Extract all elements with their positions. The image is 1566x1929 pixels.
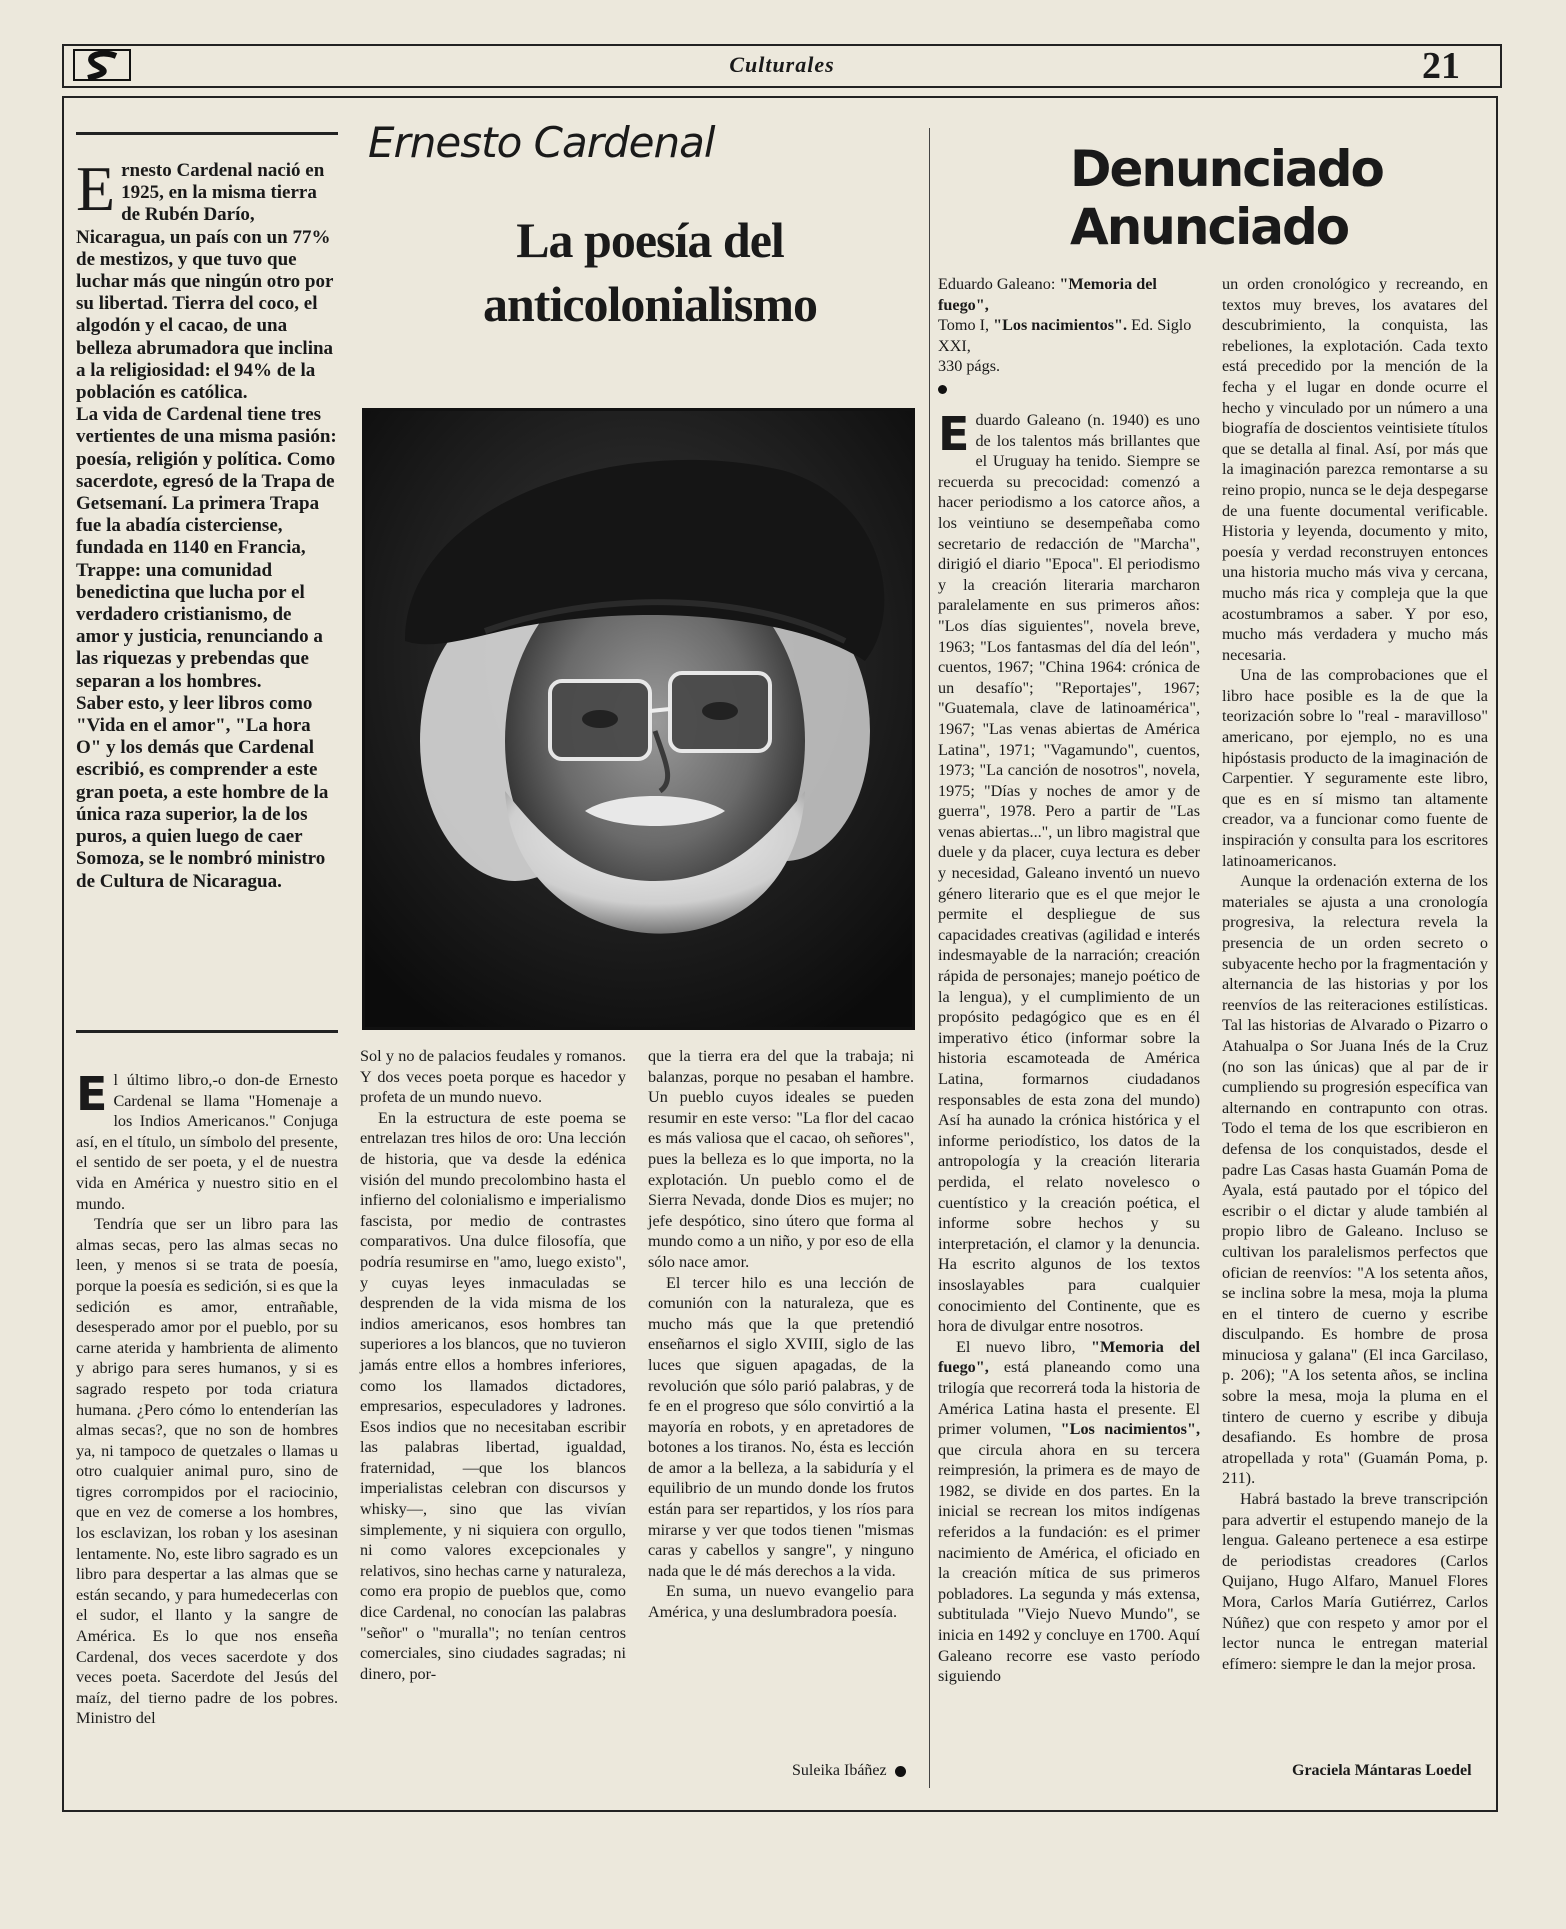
article2-dropcap: E: [938, 407, 970, 461]
article1-dropcap: E: [76, 1067, 108, 1121]
section-title: Culturales: [729, 52, 835, 77]
article1-col3-p2: El tercer hilo es una lección de comunión con la naturaleza, que es mucho más que la que pretendió enseñarnos el siglo XVIII, siglo de las luces que siguen apagadas, de la revolución que sólo parió palabras, y de fe en el progreso que sólo convirtió a la mayoría en robots, y en apretadores de botones a los tiranos. No, ésta es lección de amor a la belleza, a la sabiduría y el equilibrio de un mundo donde los frutos están para ser repartidos, y los ríos para mirarse y ver que todos tienen "mismas caras y cabellos y sangre", y ninguno nada que le dé más derechos a la vida.: [648, 1273, 914, 1580]
article2-col1-p2-b: "Memoria del fuego",: [938, 1337, 1200, 1377]
article1-col3-p3: En suma, un nuevo evangelio para América, y una deslumbradora poesía.: [648, 1582, 914, 1622]
book-volume: Tomo I,: [938, 316, 994, 335]
sidebar-bio: [76, 153, 338, 893]
article2-headline: [1070, 140, 1390, 256]
article1-column-3: [648, 1046, 914, 1623]
sidebar-dropcap: E: [76, 153, 116, 224]
sidebar-bottom-rule: [76, 1030, 338, 1033]
sidebar-paragraph-1: rnesto Cardenal nació en 1925, en la misma tierra de Rubén Darío, Nicaragua, un país con un 77% de mestizos, y que tuvo que luchar más que ningún otro por su libertad. Tierra del coco, el algodón y el cacao, de una belleza abrumadora que inclina a la religiosidad: el 94% de la población es católica.: [76, 160, 334, 404]
article1-headline-line1: La poesía del: [516, 212, 784, 268]
page-number: 21: [1422, 45, 1460, 87]
article2-col1-p2-e: que circula ahora en su tercera reimpresión, la primera es de mayo de 1982, se divide en dos partes. En la inicial se recrean los mitos indígenas referidos a la fundación: es el primer nacimiento de América, el oficiado en la creación mítica de sus primeros pobladores. La segunda y más extensa, subtitulada "Viejo Nuevo Mundo", se inicia en 1492 y concluye en 1700. Aquí Galeano recorre ese vasto período siguiendo: [938, 1440, 1200, 1686]
article2-headline-line2: Anunciado: [1070, 198, 1349, 256]
article1-col1-p1: l último libro,-o don-de Ernesto Cardenal se llama "Homenaje a los Indios Americanos." Conjuga así, en el título, un símbolo del presente, el sentido de ser poeta, y el de nuestra vida en América y nuestro sitio en el mundo.: [76, 1071, 338, 1213]
portrait-image: [365, 411, 912, 1027]
signature-bullet-icon: [895, 1766, 906, 1777]
article1-headline: [440, 208, 860, 336]
article2-col1-p2-d: "Los nacimientos",: [1060, 1420, 1200, 1439]
article2-signature: Graciela Mántaras Loedel: [1292, 1762, 1472, 1779]
article1-signature: [792, 1762, 906, 1780]
book-title: "Memoria del fuego",: [938, 275, 1157, 314]
sidebar-top-rule: [76, 132, 338, 135]
col-divider-1: [929, 128, 930, 1788]
article1-column-1: [76, 1067, 338, 1729]
article1-col3-p1: que la tierra era del que la trabaja; ni balanzas, porque no pesaban el hambre. Un pueblo cuyos ideales se pueden resumir en este verso: "La flor del cacao es más valiosa que el cacao, oh señores", pues la belleza es lo que importa, no la explotación. Un pueblo como el de Sierra Nevada, donde Dios es mujer; no jefe despótico, sino útero que forma al mundo como a un niño, y por eso de ella sólo nace amor.: [648, 1047, 914, 1271]
article1-signature-name: Suleika Ibáñez: [792, 1762, 887, 1779]
article2-col1-p2-c: está planeando como una trilogía que recorrerá toda la historia de América Latina hasta el presente. El primer volumen,: [938, 1358, 1200, 1439]
article1-col1-p2: Tendría que ser un libro para las almas secas, pero las almas secas no leen, y menos si se trata de poesía, porque la poesía es sedición, si es que la sedición es amor, entrañable, desesperado amor por el pueblo, por su carne aterida y hambrienta de alimento y abrigo para seres humanos, y si es sagrado respeto por toda criatura humana. ¿Pero cómo lo entenderían las almas secas?, que no son de hombres ya, ni tampoco de quetzales o llamas u otro cualquier animal puro, sino de tigres corrompidos por el raciocinio, que en vez de comerse a los hombres, los esclavizan, los roban y los asesinan lentamente. No, este libro sagrado es un libro para despertar a las almas que se están secando, y para humedecerlas con el sudor, el llanto y la sangre de América. Es lo que nos enseña Cardenal, dos veces sacerdote y dos veces poeta. Sacerdote del Jesús del maíz, del tierno padre de los pobres. Ministro del: [76, 1215, 338, 1728]
article1-col2-p2: En la estructura de este poema se entrelazan tres hilos de oro: Una lección de historia, que va desde la edénica visión del mundo precolombino hasta el infierno del colonialismo e imperialismo fascista, por medio de contrastes comparativos. Una dulce filosofía, que podría resumirse en "amo, luego existo", y cuyas leyes inmaculadas se desprenden de la vida misma de los indios americanos, esos hombres tan superiores a los blancos, que no tuvieron jamás entre ellos a hombres inferiores, como los llamados dictadores, empresarios, especuladores y ladrones. Esos indios que no necesitaban escribir las palabras libertad, igualdad, fraternidad, —que los blancos imperialistas celebran con discursos y whisky—, sino que las vivían simplemente, y ni siquiera con orgullo, ni como valores excepcionales y relativos, sino hechas carne y naturaleza, como era propio de pueblos que, como dice Cardenal, no conocían las palabras "señor" o "muralla"; no tenían centros comerciales, sino ciudades sagradas; ni dinero, por-: [360, 1108, 626, 1683]
book-info-bullet-icon: [938, 385, 947, 394]
article2-col1-p2-a: El nuevo libro,: [956, 1337, 1092, 1356]
article2-col2-p1: un orden cronológico y recreando, en textos muy breves, los avatares del descubrimiento, la conquista, las rebeliones, la explotación. Cada texto está precedido por la mención de la fecha y el lugar en donde ocurre el hecho y vinculado por un número a una biografía de doscientos veintisiete títulos que se detalla al final. Así, por más que la imaginación parezca remontarse a su reino propio, nunca se le deja despegarse de una fuente documental verificable. Historia y leyenda, documento y mito, poesía y verdad reconstruyen entonces una historia mucho más viva y cercana, mucho más rica y compleja que la que acostumbramos a saber. Y por eso, mucho más verdadera y mucho más necesaria.: [1222, 275, 1488, 664]
sidebar-paragraph-2: La vida de Cardenal tiene tres vertientes de una misma pasión: poesía, religión y política. Como sacerdote, egresó de la Trapa de Getsemaní. La primera Trapa fue la abadía cisterciense, fundada en 1140 en Francia, Trappe: una comunidad benedictina que lucha por el verdadero cristianismo, de amor y justicia, renunciando a las riquezas y prebendas que separan a los hombres.: [76, 404, 337, 692]
article1-kicker: Ernesto Cardenal: [368, 118, 715, 167]
article2-column-1: [938, 407, 1200, 1687]
article2-col2-p2: Una de las comprobaciones que el libro hace posible es la de que la teorización sobre lo "real - maravilloso" americano, por ejemplo, no es una hipóstasis producto de la imaginación de Carpentier. Y seguramente este libro, que es en sí mismo tan altamente creador, va a funcionar como fuente de inspiración y consulta para los escritores latinoamericanos.: [1222, 666, 1488, 870]
article2-col1-p1: duardo Galeano (n. 1940) es uno de los talentos más brillantes que el Uruguay ha tenido. Siempre se recuerda su precocidad: comenzó a hacer periodismo a los catorce años, a los veintiuno se desempeñaba como secretario de redacción de "Marcha", dirigió el diario "Epoca". El periodismo y la creación literaria marcharon paralelamente en sus primeros años: "Los días siguientes", novela breve, 1963; "Los fantasmas del día del león", cuentos, 1967; "China 1964: crónica de un desafío"; "Reportajes", 1967; "Guatemala, clave de latinoamérica", 1967; "Las venas abiertas de América Latina", 1971; "Vagamundo", cuentos, 1973; "La canción de nosotros", novela, 1975; "Días y noches de amor y de guerra", 1978. Pero a partir de "Las venas abiertas...", un libro magistral que duele y da placer, cuya lectura es deber y necesidad, Galeano inventó un nuevo género literario que es el que mejor le permite el despliegue de sus capacidades creativas (agilidad e interés indesmayable de la narración; creación rápida de personajes; manejo poético de la lengua), y el cumplimiento de un propósito pedagógico que es en él imperativo ético (informar sobre la historia escamoteada de América Latina, formarnos ciudadanos responsables de esta zona del mundo) Así ha aunado la crónica histórica y el informe periodístico, los datos de la antropología y la creación literaria perdida, el relato novelesco o cuentístico y la creación poética, el informe sobre hechos y su interpretación, el clamor y la denuncia. Ha escrito algunos de los textos insoslayables para cualquier conocimiento del Continente, que es hora de divulgar entre nosotros.: [938, 411, 1200, 1336]
book-edition: Ed. Siglo XXI,: [938, 316, 1192, 355]
book-author: Eduardo Galeano:: [938, 275, 1060, 293]
article1-headline-line2: anticolonialismo: [482, 276, 818, 332]
article2-col2-p3: Aunque la ordenación externa de los materiales se ajusta a una cronología progresiva, la relectura revela la presencia de un orden secreto o subyacente hecho por la fragmentación y alternancia de las historias y por los reenvíos de las reiteraciones estilísticas. Tal las historias de Alvarado o Pizarro o Atahualpa o Sor Juana Inés de la Cruz (no son las únicas) que al par de ir cumpliendo su progresión específica van alternando en contrapunto con otras. Todo el tema de los que escribieron en defensa de los conquistados, desde el padre Las Casas hasta Guamán Poma de Ayala, está pautado por el tópico del escribir o el dictar y alude también al propio libro de Galeano. Incluso se cultivan los paralelismos perfectos que ofician de reenvíos: "A los setenta años, se inclina sobre la mesa, moja la pluma en el tintero de cuerno y escribe disculpando. Es hombre de prosa minuciosa y galana" (El inca Garcilaso, p. 206); "A los setenta años, se inclina sobre la mesa, moja la pluma en el tintero de cuerno y escribe y dibuja desafiando. Es hombre de prosa atropellada y rota" (Guamán Poma, p. 211).: [1222, 872, 1488, 1488]
portrait-photo: [362, 408, 915, 1030]
page-header: [62, 44, 1502, 88]
article2-col2-p4: Habrá bastado la breve transcripción para advertir el estupendo manejo de la lengua. Galeano pertenece a esa estirpe de periodistas creadores (Carlos Quijano, Hugo Alfaro, Manuel Flores Mora, Carlos María Gutiérrez, Carlos Núñez) que con respeto y amor por el lector nunca le entregan material efímero: siempre le dan la mejor prosa.: [1222, 1490, 1488, 1673]
article2-book-info: [938, 274, 1200, 394]
article1-col2-p1: Sol y no de palacios feudales y romanos. Y dos veces poeta porque es hacedor y profeta de un mundo nuevo.: [360, 1047, 626, 1107]
article2-column-2: [1222, 274, 1488, 1674]
article1-column-2: [360, 1046, 626, 1684]
book-subtitle: "Los nacimientos".: [993, 316, 1128, 335]
article2-headline-line1: Denunciado: [1070, 140, 1383, 198]
book-pages: 330 págs.: [938, 357, 1001, 376]
sidebar-paragraph-3: Saber esto, y leer libros como "Vida en el amor", "La hora O" y los demás que Cardenal escribió, es comprender a este gran poeta, a este hombre de la única raza superior, la de los puros, a quien luego de caer Somoza, se le nombró ministro de Cultura de Nicaragua.: [76, 692, 329, 892]
